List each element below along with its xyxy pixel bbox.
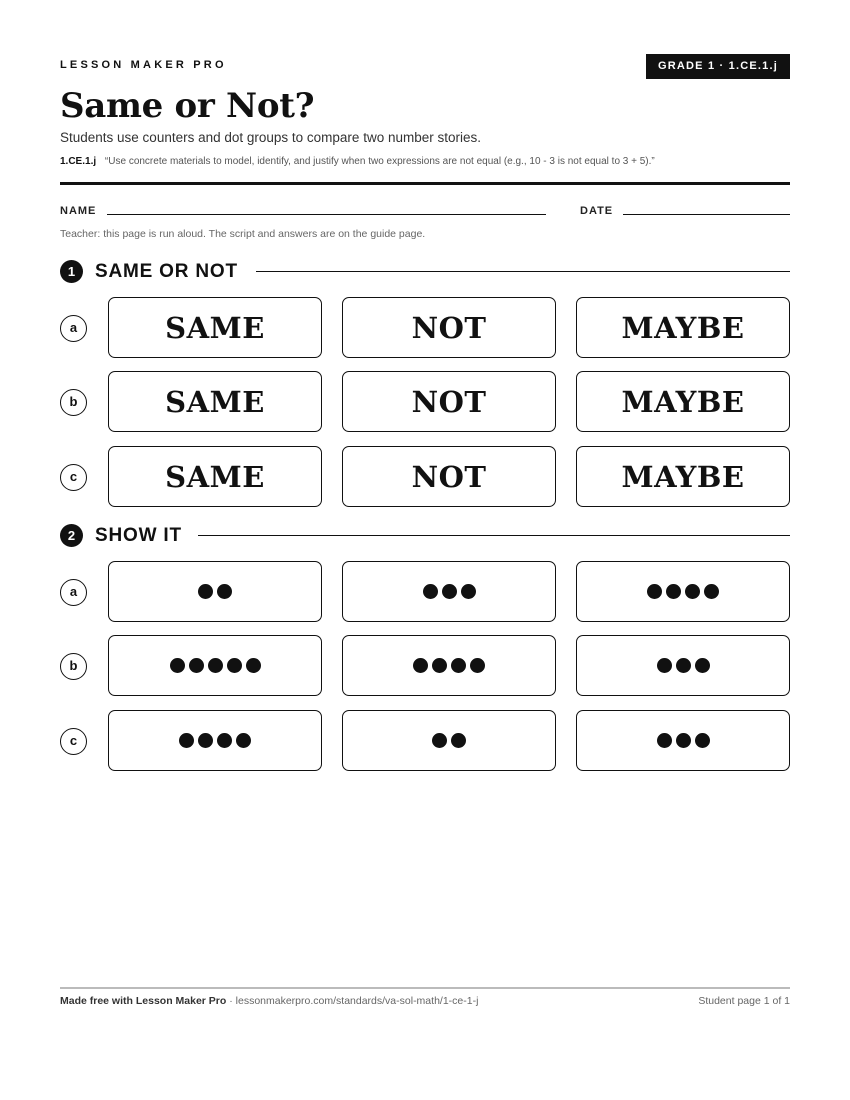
- dot-card[interactable]: [576, 561, 790, 622]
- counter-dot: [470, 658, 485, 673]
- section-rule: [198, 535, 790, 536]
- row-letter: a: [60, 315, 87, 342]
- choice-card-maybe[interactable]: [576, 446, 790, 507]
- counter-dot: [208, 658, 223, 673]
- choice-label: NOT: [411, 310, 487, 345]
- choice-label: NOT: [411, 384, 487, 419]
- row-letter: c: [60, 728, 87, 755]
- row-letter: c: [60, 464, 87, 491]
- footer-credit: [60, 995, 478, 1007]
- dot-group: [647, 584, 719, 599]
- worksheet-page: [60, 0, 790, 1100]
- standard-text: “Use concrete materials to model, identify, and justify when two expressions are not equal (e.g., 10 - 3 is not equal to 3 + 5).”: [104, 156, 655, 167]
- row-letter: b: [60, 389, 87, 416]
- counter-dot: [217, 584, 232, 599]
- row-letter: a: [60, 579, 87, 606]
- dot-card[interactable]: [342, 710, 556, 771]
- question-row-b: [60, 371, 790, 433]
- choice-label: SAME: [165, 384, 265, 419]
- choice-label: MAYBE: [621, 459, 745, 494]
- dot-card[interactable]: [108, 635, 322, 696]
- choice-label: SAME: [165, 310, 265, 345]
- name-label: NAME: [60, 205, 97, 217]
- counter-dot: [666, 584, 681, 599]
- footer-made-with: Made free with Lesson Maker Pro: [60, 995, 227, 1007]
- counter-dot: [657, 733, 672, 748]
- counter-dot: [217, 733, 232, 748]
- choice-card-not[interactable]: [342, 446, 556, 507]
- dot-card[interactable]: [342, 635, 556, 696]
- footer-page-number: Student page 1 of 1: [698, 995, 790, 1007]
- counter-dot: [657, 658, 672, 673]
- choice-card-not[interactable]: [342, 297, 556, 358]
- counter-dot: [227, 658, 242, 673]
- choice-label: SAME: [165, 459, 265, 494]
- counter-dot: [461, 584, 476, 599]
- counter-dot: [246, 658, 261, 673]
- grade-badge: GRADE 1 · 1.CE.1.j: [646, 54, 790, 79]
- counter-dot: [676, 733, 691, 748]
- counter-dot: [432, 733, 447, 748]
- choice-card-same[interactable]: [108, 371, 322, 432]
- choice-label: NOT: [411, 459, 487, 494]
- dot-card[interactable]: [576, 710, 790, 771]
- choice-label: MAYBE: [621, 384, 745, 419]
- section-number: 1: [60, 260, 83, 283]
- dot-card[interactable]: [108, 710, 322, 771]
- counter-dot: [695, 658, 710, 673]
- section-rule: [256, 271, 790, 272]
- choice-label: MAYBE: [621, 310, 745, 345]
- section-same-or-not: [60, 260, 790, 284]
- question-row-c: [60, 446, 790, 508]
- section-title: SAME OR NOT: [95, 261, 238, 282]
- dot-row-a: [60, 561, 790, 623]
- teacher-note: Teacher: this page is run aloud. The script and answers are on the guide page.: [60, 228, 426, 240]
- section-number: 2: [60, 524, 83, 547]
- page-title: Same or Not?: [60, 86, 315, 126]
- dot-card[interactable]: [342, 561, 556, 622]
- counter-dot: [685, 584, 700, 599]
- row-letter: b: [60, 653, 87, 680]
- choice-card-same[interactable]: [108, 446, 322, 507]
- footer-separator: ·: [226, 995, 236, 1007]
- dot-group: [179, 733, 251, 748]
- counter-dot: [442, 584, 457, 599]
- standard-line: [60, 156, 655, 167]
- dot-group: [198, 584, 232, 599]
- brand-name: LESSON MAKER PRO: [60, 59, 227, 71]
- dot-group: [657, 733, 710, 748]
- date-field[interactable]: [623, 214, 790, 215]
- footer-divider: [60, 987, 790, 989]
- section-show-it: [60, 524, 790, 548]
- choice-card-same[interactable]: [108, 297, 322, 358]
- counter-dot: [676, 658, 691, 673]
- dot-group: [413, 658, 485, 673]
- section-title: SHOW IT: [95, 525, 182, 546]
- counter-dot: [179, 733, 194, 748]
- counter-dot: [451, 658, 466, 673]
- counter-dot: [451, 733, 466, 748]
- counter-dot: [198, 733, 213, 748]
- counter-dot: [432, 658, 447, 673]
- standard-code: 1.CE.1.j: [60, 156, 97, 167]
- question-row-a: [60, 297, 790, 359]
- choice-card-maybe[interactable]: [576, 371, 790, 432]
- counter-dot: [423, 584, 438, 599]
- dot-card[interactable]: [108, 561, 322, 622]
- dot-row-c: [60, 710, 790, 772]
- dot-card[interactable]: [576, 635, 790, 696]
- choice-card-not[interactable]: [342, 371, 556, 432]
- choice-card-maybe[interactable]: [576, 297, 790, 358]
- counter-dot: [704, 584, 719, 599]
- date-label: DATE: [580, 205, 614, 217]
- dot-group: [170, 658, 261, 673]
- page-subtitle: Students use counters and dot groups to compare two number stories.: [60, 130, 481, 145]
- dot-group: [657, 658, 710, 673]
- dot-group: [432, 733, 466, 748]
- counter-dot: [413, 658, 428, 673]
- name-field[interactable]: [107, 214, 546, 215]
- footer-url[interactable]: lessonmakerpro.com/standards/va-sol-math/1-ce-1-j: [235, 995, 479, 1007]
- counter-dot: [695, 733, 710, 748]
- dot-row-b: [60, 635, 790, 697]
- dot-group: [423, 584, 476, 599]
- counter-dot: [236, 733, 251, 748]
- counter-dot: [198, 584, 213, 599]
- counter-dot: [647, 584, 662, 599]
- counter-dot: [170, 658, 185, 673]
- header-divider: [60, 182, 790, 185]
- counter-dot: [189, 658, 204, 673]
